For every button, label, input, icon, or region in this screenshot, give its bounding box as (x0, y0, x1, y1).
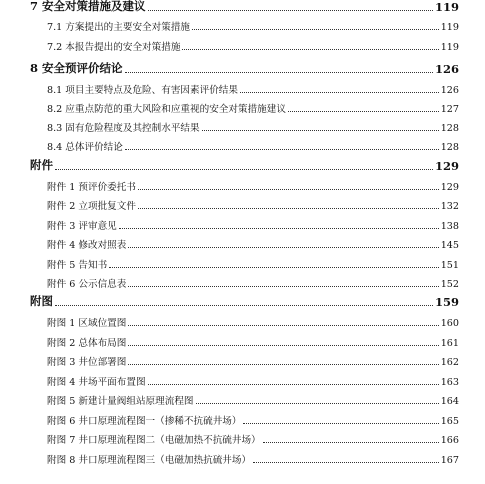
toc-entry-page: 119 (440, 22, 459, 33)
toc-entry-page: 165 (440, 416, 459, 427)
toc-entry-page: 119 (440, 42, 459, 53)
toc-entry-title: 附图 6 井口原理流程图一（掺稀不抗硫井场） (47, 416, 242, 427)
toc-entry[interactable] (0, 37, 485, 53)
dot-leader (128, 286, 438, 287)
dot-leader (263, 442, 439, 443)
dot-leader (243, 423, 438, 424)
toc-entry[interactable] (0, 0, 485, 14)
toc-entry-page: 161 (440, 338, 459, 349)
toc-entry-title: 7.1 方案提出的主要安全对策措施 (47, 22, 191, 33)
toc-entry-title: 8.2 应重点防范的重大风险和应重视的安全对策措施建议 (47, 104, 286, 115)
dot-leader (182, 49, 438, 50)
toc-entry[interactable] (0, 99, 485, 115)
toc-entry[interactable] (0, 313, 485, 329)
toc-entry-title: 附图 4 井场平面布置图 (47, 377, 146, 388)
toc-entry[interactable] (0, 118, 485, 134)
toc-entry-page: 127 (440, 104, 459, 115)
dot-leader (192, 29, 439, 30)
toc-entry[interactable] (0, 293, 485, 309)
toc-entry-page: 128 (440, 123, 459, 134)
toc-entry-title: 附图 8 井口原理流程图三（电磁加热抗硫井场） (47, 455, 252, 466)
toc-entry-page: 126 (440, 85, 459, 96)
toc-entry-page: 128 (440, 142, 459, 153)
toc-entry-title: 8.1 项目主要特点及危险、有害因素评价结果 (47, 85, 238, 96)
toc-entry-title: 附图 2 总体布局图 (47, 338, 127, 349)
toc-entry[interactable] (0, 196, 485, 212)
toc-entry-title: 附件 6 公示信息表 (47, 279, 127, 290)
toc-entry[interactable] (0, 372, 485, 388)
toc-entry[interactable] (0, 333, 485, 349)
dot-leader (138, 208, 439, 209)
toc-entry-title: 附图 7 井口原理流程图二（电磁加热不抗硫井场） (47, 435, 261, 446)
toc-entry-page: 167 (440, 455, 459, 466)
toc-entry-title: 7.2 本报告提出的安全对策措施 (47, 42, 181, 53)
toc-entry-page: 129 (434, 159, 459, 173)
toc-entry-page: 162 (440, 357, 459, 368)
dot-leader (288, 111, 439, 112)
toc-entry-title: 附件 2 立项批复文件 (47, 201, 136, 212)
dot-leader (128, 345, 438, 346)
toc-entry-title: 7 安全对策措施及建议 (30, 0, 146, 13)
toc-entry-page: 129 (440, 182, 459, 193)
toc-entry-page: 166 (440, 435, 459, 446)
dot-leader (253, 462, 439, 463)
toc-entry-page: 138 (440, 221, 459, 232)
toc-entry-page: 126 (434, 62, 459, 76)
dot-leader (109, 267, 439, 268)
toc-entry[interactable] (0, 430, 485, 446)
toc-entry-title: 附件 5 告知书 (47, 260, 108, 271)
dot-leader (128, 364, 438, 365)
dot-leader (125, 149, 439, 150)
toc-entry-page: 152 (440, 279, 459, 290)
toc-entry-page: 151 (440, 260, 459, 271)
toc-entry-page: 119 (434, 0, 459, 14)
toc-entry-title: 8.4 总体评价结论 (47, 142, 123, 153)
toc-entry[interactable] (0, 255, 485, 271)
toc-entry[interactable] (0, 216, 485, 232)
toc-entry-page: 163 (440, 377, 459, 388)
toc-entry[interactable] (0, 274, 485, 290)
toc-entry[interactable] (0, 137, 485, 153)
dot-leader (55, 169, 433, 170)
toc-entry-title: 8.3 固有危险程度及其控制水平结果 (47, 123, 200, 134)
toc-entry[interactable] (0, 411, 485, 427)
toc-entry-title: 附图 (30, 294, 53, 308)
dot-leader (202, 130, 439, 131)
toc-entry-title: 附件 3 评审意见 (47, 221, 117, 232)
toc-entry[interactable] (0, 391, 485, 407)
toc-entry-title: 附件 4 修改对照表 (47, 240, 127, 251)
toc-entry-page: 145 (440, 240, 459, 251)
toc-entry-page: 159 (434, 295, 459, 309)
toc-entry-page: 160 (440, 318, 459, 329)
toc-entry[interactable] (0, 352, 485, 368)
dot-leader (55, 305, 433, 306)
dot-leader (138, 189, 439, 190)
dot-leader (125, 72, 433, 73)
dot-leader (148, 10, 433, 11)
toc-entry[interactable] (0, 60, 485, 76)
toc-entry[interactable] (0, 80, 485, 96)
dot-leader (128, 325, 438, 326)
dot-leader (119, 228, 439, 229)
toc-entry[interactable] (0, 17, 485, 33)
dot-leader (196, 403, 439, 404)
toc-entry-title: 附图 1 区域位置图 (47, 318, 127, 329)
toc-entry-page: 164 (440, 396, 459, 407)
toc-entry-title: 附图 5 新建计量阀组站原理流程图 (47, 396, 194, 407)
toc-entry-page: 132 (440, 201, 459, 212)
toc-entry-title: 附件 1 预评价委托书 (47, 182, 136, 193)
toc-entry-title: 附件 (30, 158, 53, 172)
dot-leader (148, 384, 439, 385)
toc-entry-title: 附图 3 井位部署图 (47, 357, 127, 368)
dot-leader (240, 92, 439, 93)
toc-entry[interactable] (0, 450, 485, 466)
toc-entry[interactable] (0, 177, 485, 193)
toc-entry-title: 8 安全预评价结论 (30, 61, 123, 75)
toc-entry[interactable] (0, 157, 485, 173)
dot-leader (128, 247, 438, 248)
toc-entry[interactable] (0, 235, 485, 251)
